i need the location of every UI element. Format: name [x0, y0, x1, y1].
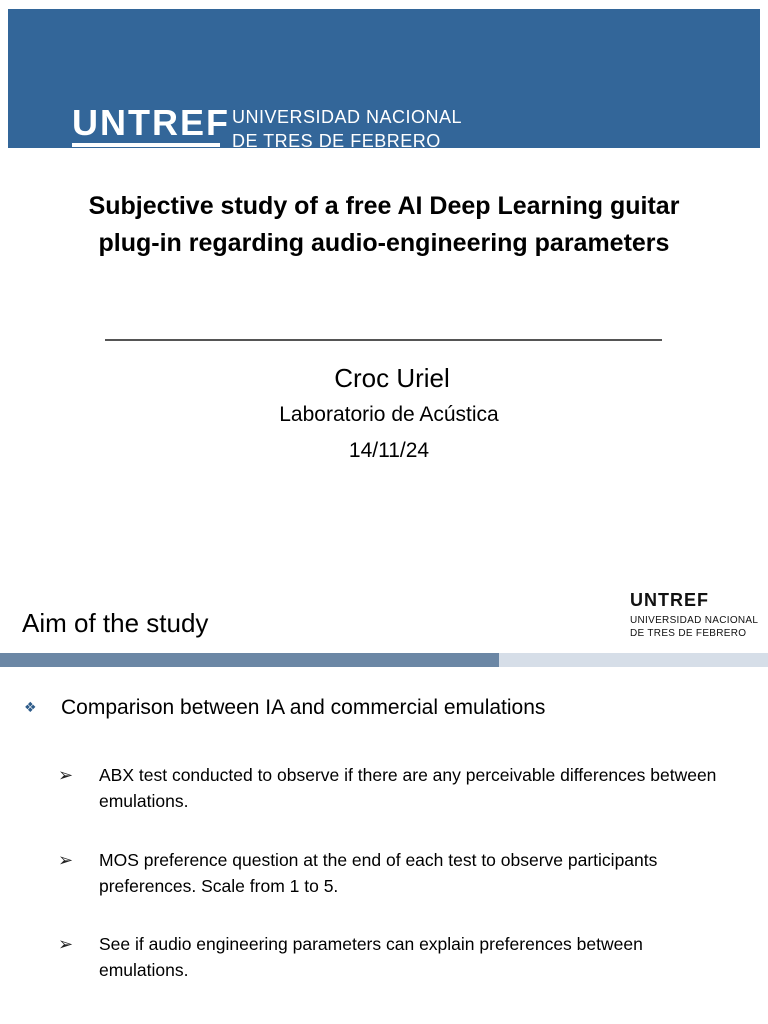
heading-bar-dark [0, 653, 499, 667]
author-name: Croc Uriel [334, 363, 450, 393]
title-divider [105, 339, 662, 341]
aim-slide [0, 572, 768, 1024]
untref-mini-logo [630, 590, 762, 640]
list-item-text: ABX test conducted to observe if there are any perceivable differences between emulations. [99, 765, 717, 811]
list-item-text: See if audio engineering parameters can explain preferences between emulations. [99, 934, 643, 980]
arrow-bullet-icon: ➢ [58, 934, 74, 954]
logo-subtitle-line1: UNIVERSIDAD NACIONAL [232, 107, 463, 127]
mini-logo-subtitle-line2: DE TRES DE FEBRERO [630, 628, 747, 639]
mini-logo-subtitle-line1: UNIVERSIDAD NACIONAL [630, 615, 759, 626]
header-banner [8, 9, 760, 148]
logo-wordmark: UNTREF [72, 102, 230, 143]
logo-subtitle-line2: DE TRES DE FEBRERO [232, 131, 441, 148]
diamond-bullet-icon: ❖ [24, 699, 37, 715]
mini-logo-wordmark: UNTREF [630, 590, 709, 610]
logo-subtitle [232, 105, 462, 148]
arrow-bullet-icon: ➢ [58, 765, 74, 785]
arrow-bullet-icon: ➢ [58, 850, 74, 870]
slide-heading: Aim of the study [22, 608, 209, 638]
logo-underline [72, 143, 220, 147]
list-item-text: MOS preference question at the end of each test to observe participants preferences. Scale from 1 to 5. [99, 850, 658, 896]
lab-name: Laboratorio de Acústica [279, 403, 499, 426]
presentation-date: 14/11/24 [348, 439, 430, 462]
main-bullet-text: Comparison between IA and commercial emulations [61, 696, 546, 719]
heading-bar-light [499, 653, 768, 667]
presentation-title: Subjective study of a free AI Deep Learning guitar plug-in regarding audio-engineering parameters [88, 192, 680, 257]
